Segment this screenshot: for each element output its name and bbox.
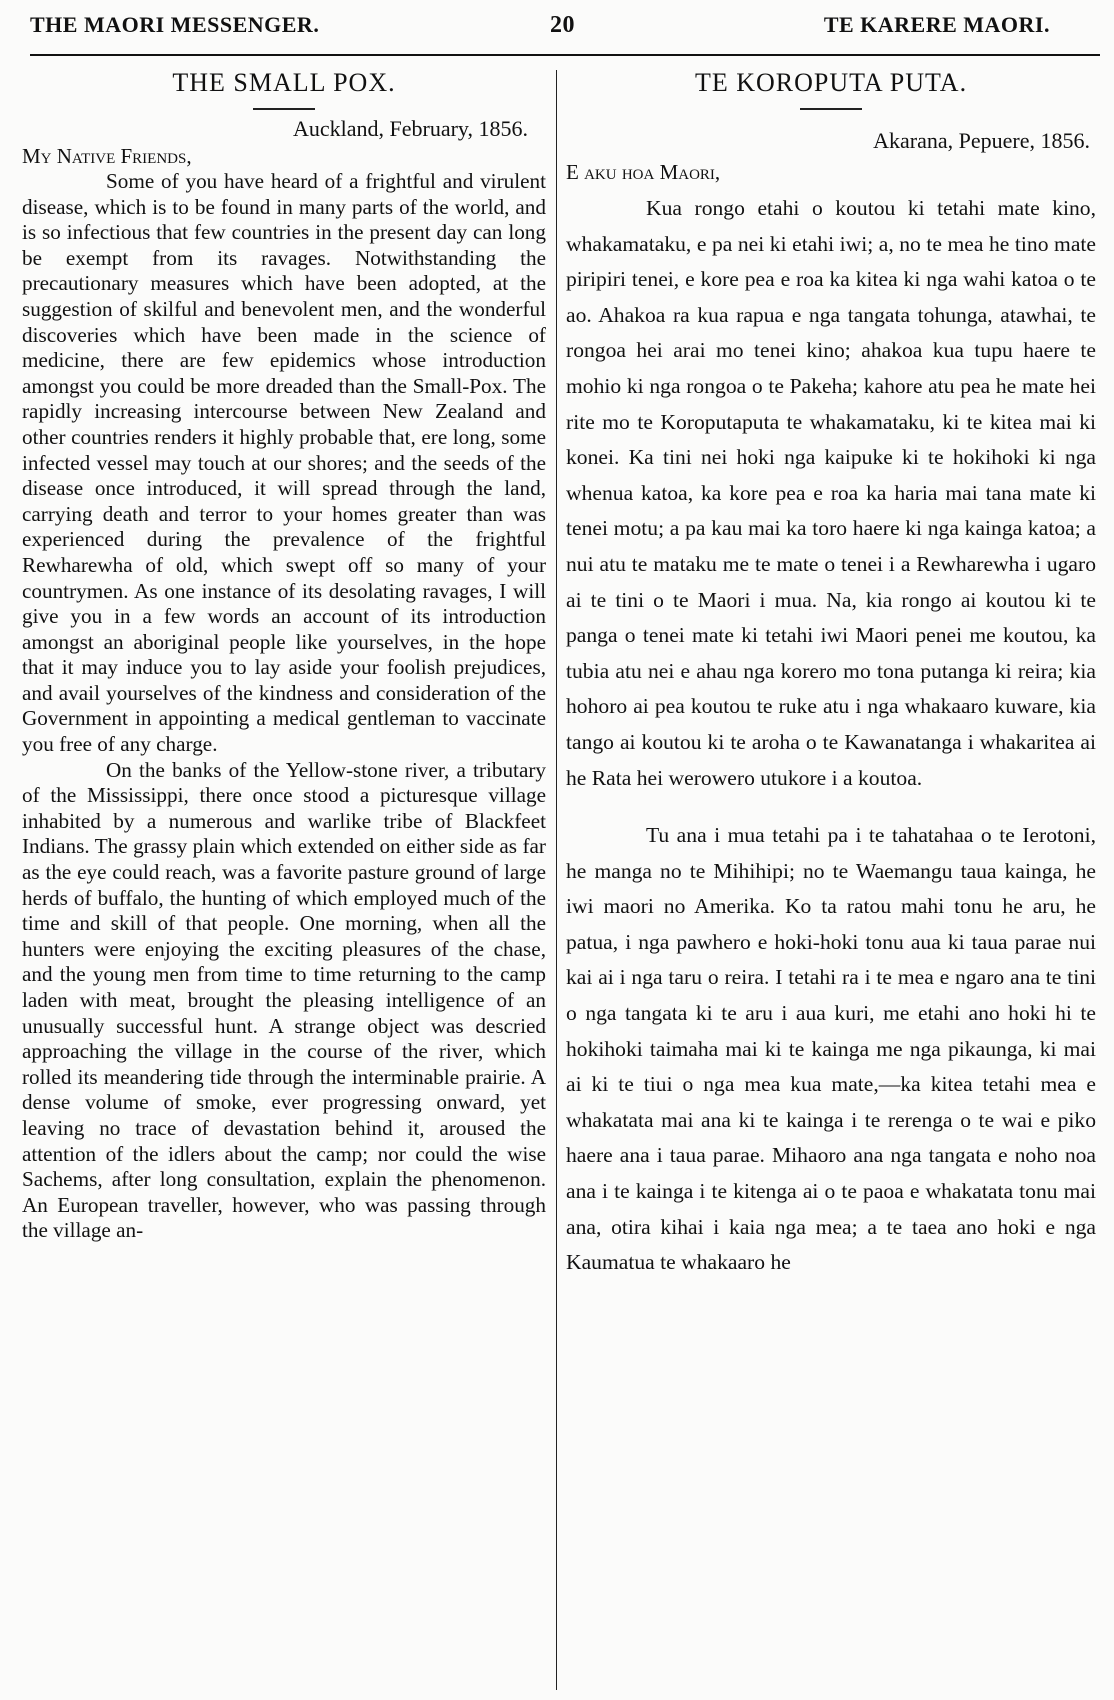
title-rule <box>253 108 315 110</box>
salutation-maori: E aku hoa Maori, <box>566 160 721 184</box>
masthead-maori: TE KARERE MAORI. <box>823 12 1050 37</box>
title-rule <box>800 108 862 110</box>
paragraph: Kua rongo etahi o koutou ki tetahi mate kino, whakamataku, e pa nei ki etahi iwi; a, no te mea he tino mate piripiri tenei, e kore pea e roa ka kitea ki nga wahi katoa o te ao. Ahakoa ra kua rapua e nga tangata tohunga, atawhai, te rongoa hei arai mo tenei kino; ahakoa kua tupu haere te mohio ki nga rongoa o te Pakeha; kahore atu pea he mate hei rite mo te Koroputaputa te whakamataku, ki te kitea mai ki konei. Ka tini nei hoki nga kaipuke ki te hokihoki ki nga whenua katoa, ka kore pea e roa ka haria mai tana mate ki tenei motu; a pa kau mai ka toro haere ki nga kainga katoa; a nui atu te mataku me te mate o tenei i a Rewharewha i ugaro ai te tini o te Maori i mua. Na, kia rongo ai koutou ki te panga o tenei mate ki tetahi iwi Maori penei me koutou, ka tubia atu nei e ahau nga korero mo tona putanga ki reira; kia hohoro ai pea koutou te ruke atu i nga whakaaro kuware, kia tango ai koutou ki te aroha o te Kawanatanga i whakaritea ai he Rata hei werowero utukore i a koutoa. <box>566 196 1096 790</box>
maori-column <box>566 62 1096 1281</box>
paragraph: On the banks of the Yellow-stone river, a tributary of the Mississippi, there once stood a picturesque village inhabited by a numerous and warlike tribe of Blackfeet Indians. The grassy plain which extended on either side as far as the eye could reach, was a favorite pasture ground of large herds of buffalo, the hunting of which employed much of the time and skill of that people. One morning, when all the hunters were enjoying the exciting pleasures of the chase, and the young men from time to time returning to the camp laden with meat, brought the pleasing intelligence of an unusually successful hunt. A strange object was descried approaching the village in the course of the river, which rolled its meandering tide through the interminable prairie. A dense volume of smoke, ever progressing onward, yet leaving no trace of devastation behind it, aroused the attention of the idlers about the camp; nor could the wise Sachems, after long consultation, explain the phenomenon. An European traveller, however, who was passing through the village an- <box>22 757 546 1243</box>
paragraph: Some of you have heard of a frightful and virulent disease, which is to be found in many parts of the world, and is so infectious that few countries in the present day can long be exempt from its ravages. Notwithstanding the precautionary measures which have been adopted, at the suggestion of skilful and benevolent men, and the wonderful discoveries which have been made in the science of medicine, there are few epidemics whose introduction amongst you could be more dreaded than the Small-Pox. The rapidly increasing intercourse between New Zealand and other countries renders it highly probable that, ere long, some infected vessel may touch at our shores; and the seeds of the disease once introduced, it will spread through the land, carrying death and terror to your homes greater than was experienced during the prevalence of the frightful Rewharewha of old, which swept off so many of your countrymen. As one instance of its desolating ravages, I will give you in a few words an account of its introduction amongst an aboriginal people like yourselves, in the hope that it may induce you to lay aside your foolish prejudices, and avail yourselves of the kindness and consideration of the Government in appointing a medical gentleman to vaccinate you free of any charge. <box>22 169 546 757</box>
article-body-maori <box>566 191 1096 1281</box>
page-number: 20 <box>550 12 575 38</box>
salutation-english: My Native Friends, <box>22 144 192 168</box>
article-title-english: THE SMALL POX. <box>172 68 396 97</box>
masthead-english: THE MAORI MESSENGER. <box>30 12 320 37</box>
article-title-maori: TE KOROPUTA PUTA. <box>694 68 968 97</box>
dateline-english: Auckland, February, 1856. <box>292 116 528 141</box>
article-body-english <box>22 169 546 1244</box>
running-head <box>30 8 1090 42</box>
english-column <box>22 62 546 1244</box>
paragraph: Tu ana i mua tetahi pa i te tahatahaa o te Ierotoni, he manga no te Mihihipi; no te Waemangu taua kainga, he iwi maori no Amerika. Ko ta ratou mahi tonu he aru, he patua, i nga pawhero e hoki-hoki tonu aua ki taua parae nui kai ai i nga taru o reira. I tetahi ra i te mea e ngaro ana te tini o nga tangata ki te aru i aua kuri, me etahi ano hoki hi te hokihoki taimaha mai ki te kainga me nga pikaunga, ki mai ai ki te tiui o nga mea kua mate,—ka kitea tetahi mea e whakatata mai ana ki te kainga i te rerenga o te wai e piko haere ana i taua parae. Mihaoro ana nga tangata e noho noa ana i te kainga i te kitenga ai o te paoa e whakatata tonu mai ana, otira kihai i kaia nga mea; a te taea ano hoki e nga Kaumatua te whakaaro he <box>566 823 1096 1275</box>
dateline-maori: Akarana, Pepuere, 1856. <box>873 128 1090 153</box>
column-divider <box>556 70 557 1690</box>
header-rule <box>30 54 1100 56</box>
